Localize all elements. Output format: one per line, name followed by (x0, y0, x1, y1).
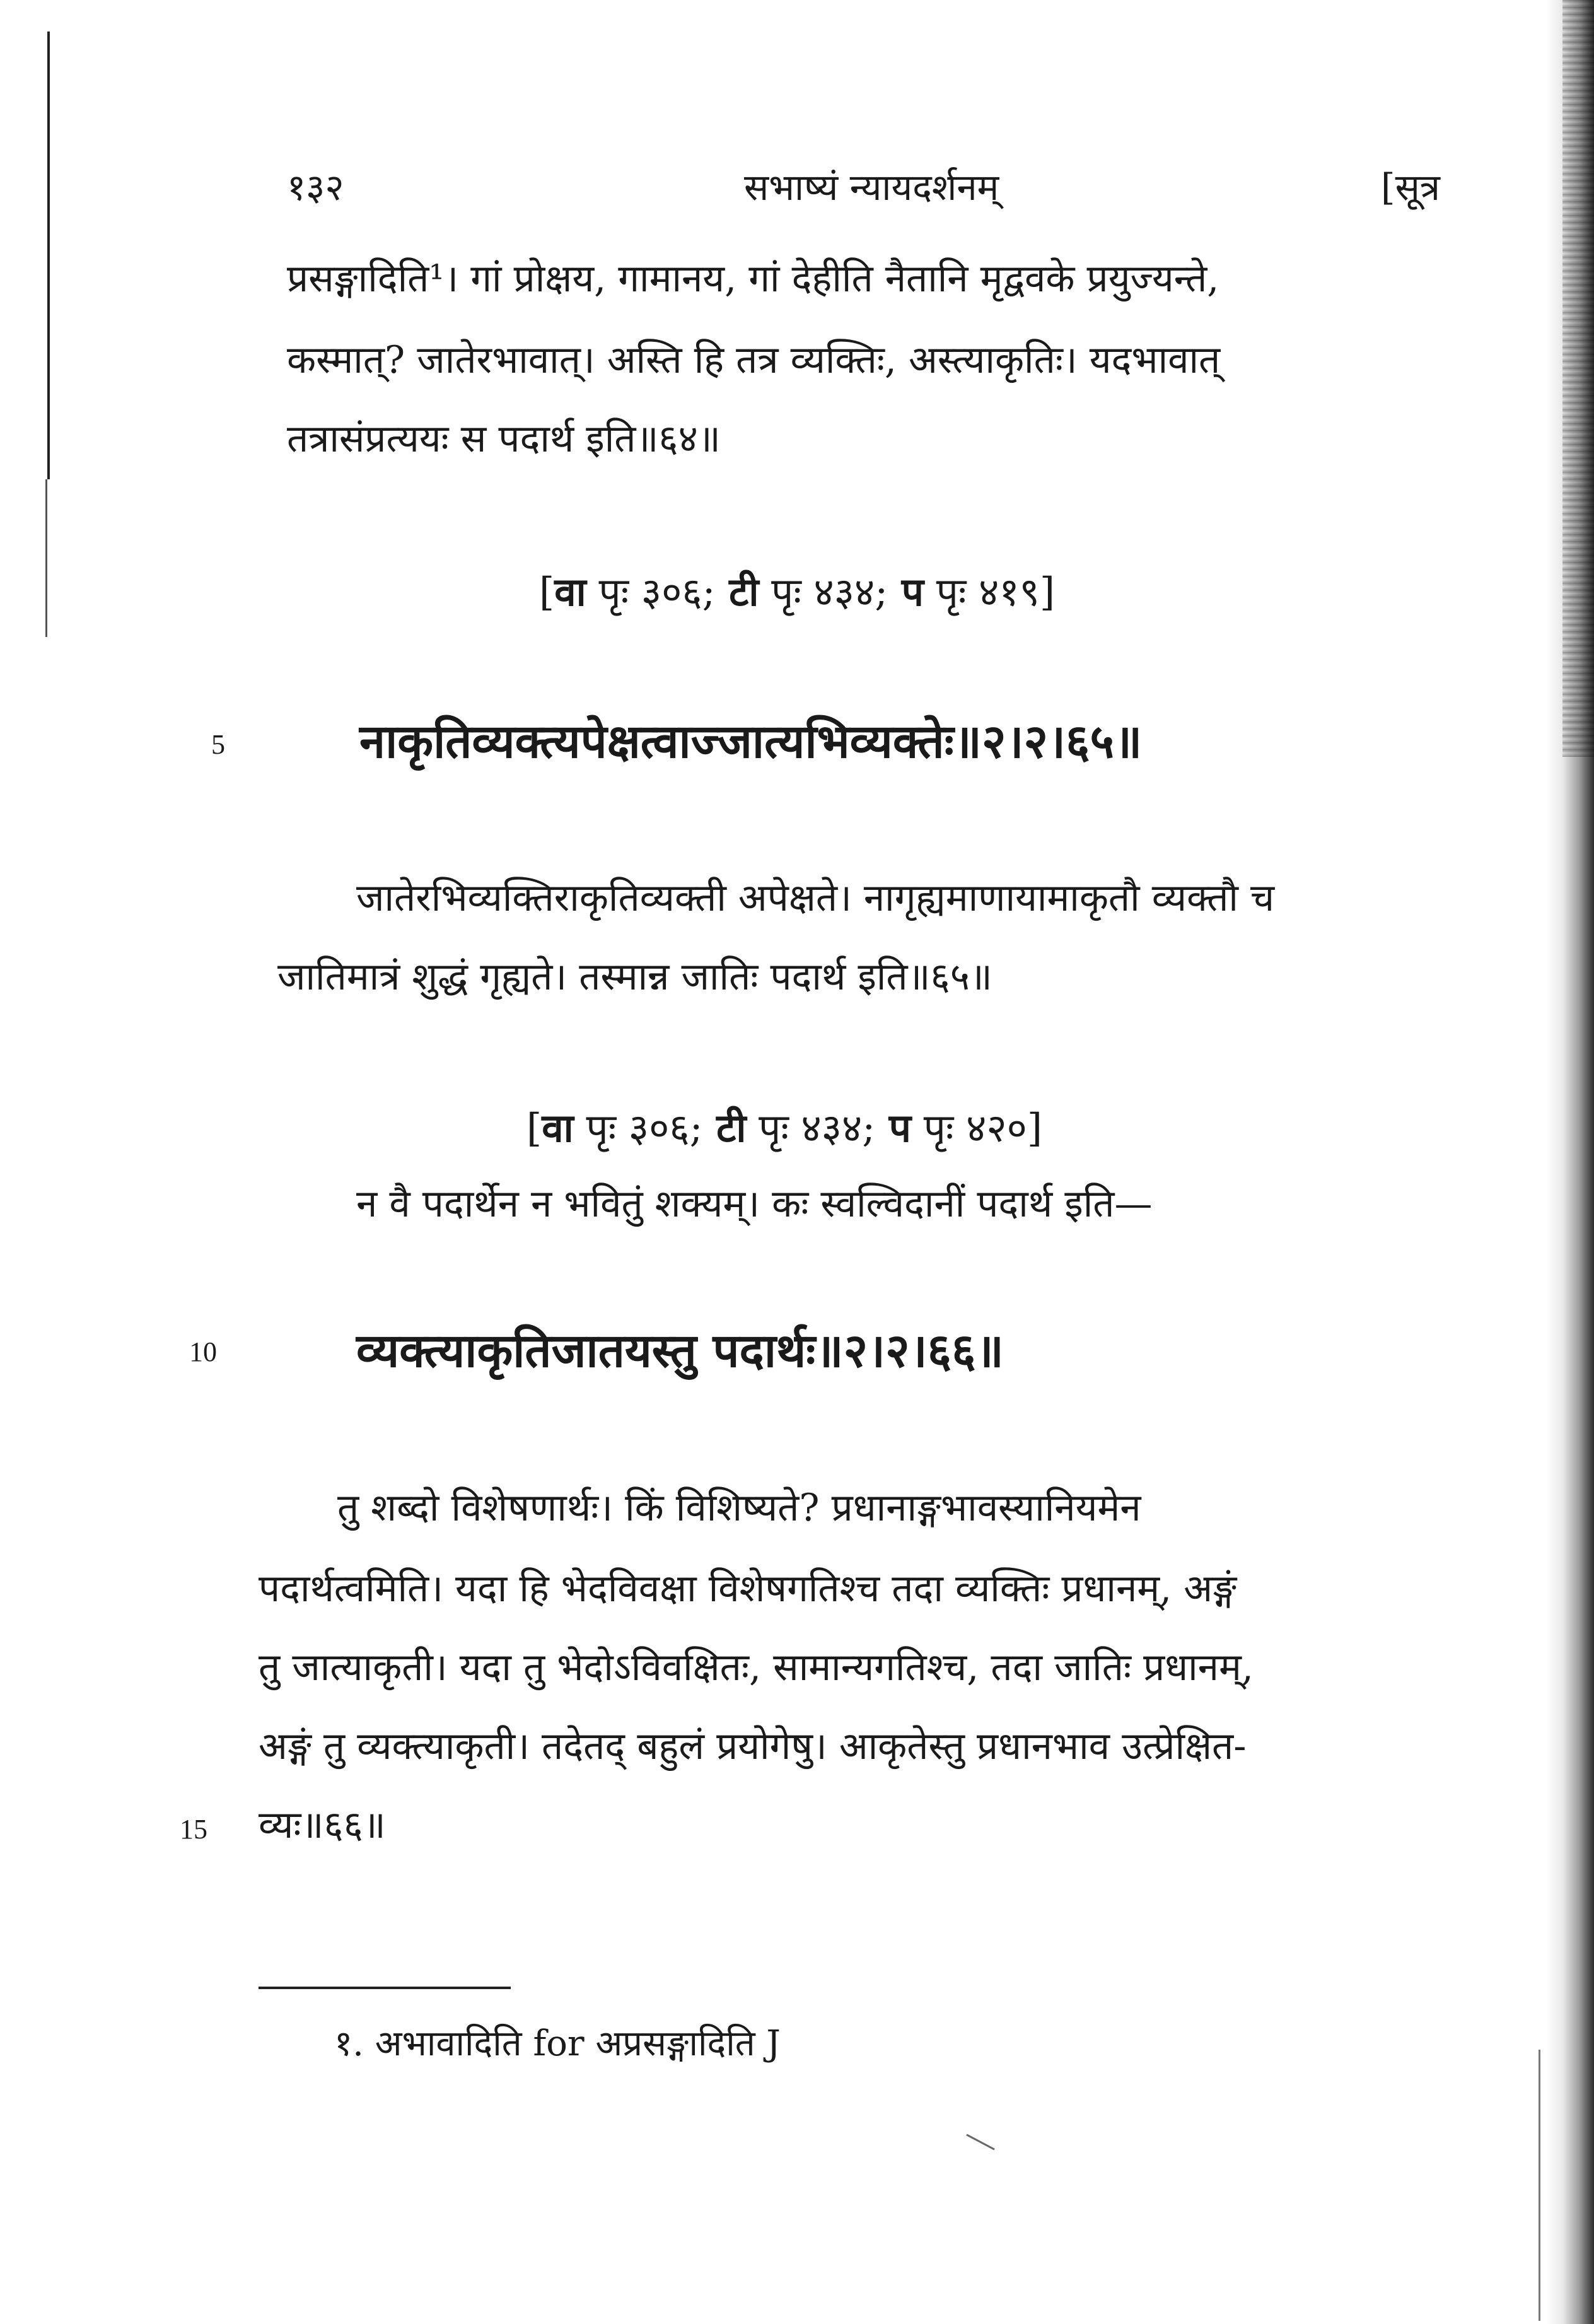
ref-abbrev-ti: टी (702, 1105, 747, 1151)
commentary-reference (539, 564, 1055, 617)
ref-abbrev-ti: टी (715, 569, 759, 615)
line-number: 15 (180, 1814, 207, 1845)
footnote: १. अभावादिति for अप्रसङ्गादिति J (334, 2023, 781, 2064)
sutra-heading: व्यक्त्याकृतिजातयस्तु पदार्थः॥२।२।६६॥ (356, 1324, 1004, 1378)
ref-page: पृः ३०६; (586, 569, 716, 615)
sutra-heading: नाकृतिव्यक्त्यपेक्षत्वाज्जात्यभिव्यक्तेः॥२।२।६५॥ (359, 715, 1143, 769)
section-label: [सूत्र (1381, 166, 1440, 209)
text-line: तत्रासंप्रत्ययः स पदार्थ इति॥६४॥ (287, 417, 721, 461)
ref-abbrev-pa: प (888, 569, 924, 615)
commentary-reference (526, 1101, 1042, 1153)
ref-abbrev-va: वा (554, 569, 586, 615)
scan-left-margin-line (45, 479, 47, 637)
page-number: १३२ (287, 166, 344, 209)
scan-speck (966, 2134, 995, 2150)
ref-abbrev-pa: प (875, 1105, 911, 1151)
text-line: जातिमात्रं शुद्धं गृह्यते। तस्मान्न जातिः पदार्थ इति॥६५॥ (277, 955, 992, 999)
bridge-line: न वै पदार्थेन न भवितुं शक्यम्। कः स्वल्विदानीं पदार्थ इति— (356, 1182, 1153, 1226)
text-line: पदार्थत्वमिति। यदा हि भेदविवक्षा विशेषगतिश्च तदा व्यक्तिः प्रधानम्, अङ्गं (259, 1567, 1237, 1611)
text-line: कस्मात्? जातेरभावात्। अस्ति हि तत्र व्यक्तिः, अस्त्याकृतिः। यदभावात् (287, 338, 1221, 382)
ref-page: पृः ३०६; (573, 1105, 703, 1151)
text-line: जातेरभिव्यक्तिराकृतिव्यक्ती अपेक्षते। नागृह्यमाणायामाकृतौ व्यक्तौ च (356, 876, 1275, 920)
bracket-open: [ (526, 1105, 542, 1151)
ref-page: पृः ४२०] (910, 1105, 1043, 1151)
footnote-rule (259, 1987, 511, 1989)
running-title: सभाष्यं न्यायदर्शनम् (744, 166, 999, 209)
ref-page: पृः ४१९] (923, 569, 1056, 615)
scan-right-margin-line (1539, 2050, 1540, 2321)
text-line: अङ्गं तु व्यक्त्याकृती। तदेतद् बहुलं प्रयोगेषु। आकृतेस्तु प्रधानभाव उत्प्रेक्षित- (259, 1724, 1247, 1768)
text-line: तु शब्दो विशेषणार्थः। किं विशिष्यते? प्रधानाङ्गभावस्यानियमेन (337, 1486, 1141, 1530)
text-line: प्रसङ्गादिति¹। गां प्रोक्षय, गामानय, गां देहीति नैतानि मृद्ववके प्रयुज्यन्ते, (287, 257, 1219, 301)
scan-right-edge-noise (1562, 0, 1594, 757)
ref-page: पृः ४३४; (746, 1105, 876, 1151)
ref-page: पृः ४३४; (759, 569, 888, 615)
scan-left-margin-line (47, 32, 50, 479)
bracket-open: [ (539, 569, 555, 615)
text-line: तु जात्याकृती। यदा तु भेदोऽविवक्षितः, सामान्यगतिश्च, तदा जातिः प्रधानम्, (259, 1645, 1254, 1690)
text-line: व्यः॥६६॥ (259, 1803, 386, 1847)
ref-abbrev-va: वा (542, 1105, 574, 1151)
line-number: 10 (189, 1336, 217, 1367)
line-number: 5 (211, 729, 225, 760)
